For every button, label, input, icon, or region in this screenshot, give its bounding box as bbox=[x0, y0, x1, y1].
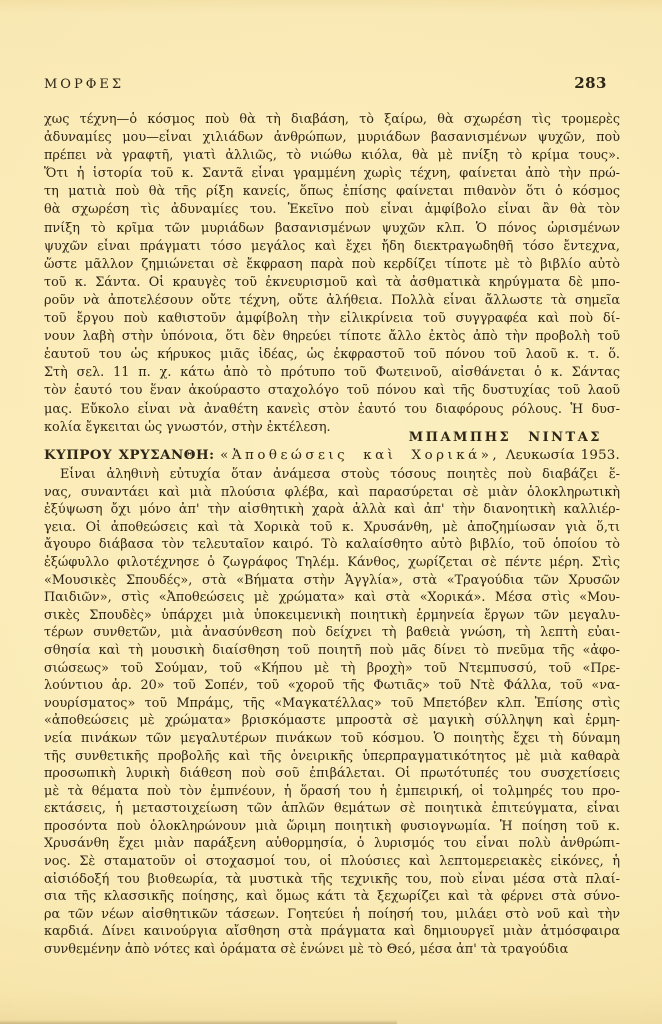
text-line: τοῦ ἔργου ποὺ καθιστοῦν ἀμφίβολη τὴν εἰλικρίνεια τοῦ συγγραφέα καὶ ποὺ δί- bbox=[44, 311, 620, 327]
text-line: ροῦν νὰ ἀποτελέσουν οὔτε τέχνη, οὔτε ἀλήθεια. Πολλὰ εἶναι ἄλλωστε τὰ σημεῖα bbox=[44, 292, 620, 308]
text-line: προσόντα ποὺ ὁλοκληρώνουν μιὰ ὥριμη ποιητικὴ φυσιογνωμία. Ἡ ποίηση τοῦ κ. bbox=[44, 818, 620, 834]
text-line: νεία πινάκων τῶν μεγαλυτέρων πινάκων τοῦ κόσμου. Ὁ ποιητὴς ἔχει τὴ δύναμη bbox=[44, 730, 620, 746]
text-line: νας, συναντάει καὶ μιὰ πλούσια φλέβα, καὶ παρασύρεται σὲ μιὰν ὁλοκληρωτικὴ bbox=[44, 484, 620, 500]
text-line: εκτάσεις, ἡ μεταστοιχείωση τῶν ἁπλῶν θεμάτων σὲ ποιητικὰ ἐπιτεύγματα, εἶναι bbox=[44, 801, 620, 817]
text-line: ὥστε μᾶλλον ζημιώνεται σὲ ἔκφραση παρὰ ποὺ κερδίζει τίποτε μὲ τὸ βιβλίο αὐτὸ bbox=[44, 256, 620, 272]
text-line: θὰ σχωρέση τὶς ἀδυναμίες του. Ἐκεῖνο ποὺ εἶναι ἀμφίβολο εἶναι ἂν θὰ τὸν bbox=[44, 202, 620, 218]
text-line: τη ματιὰ ποὺ θὰ τῆς ρίξη κανείς, ὅπως ἐπίσης φαίνεται πιθανὸν ὅτι ὁ κόσμος bbox=[44, 184, 620, 200]
text-line: τῆς συνθετικῆς προβολῆς καὶ τῆς ὀνειρικῆς ὑπερπραγματικότητος μὲ μιὰ καθαρὰ bbox=[44, 748, 620, 764]
review1-author-signature: ΜΠΑΜΠΗΣ ΝΙΝΤΑΣ bbox=[408, 430, 602, 445]
review2-body bbox=[44, 466, 620, 959]
open-guillemet: « bbox=[220, 448, 232, 463]
text-line: ρα τῶν νέων αἰσθητικῶν τάσεων. Γοητεύει ἡ ποίησή του, μιλάει στὸ νοῦ καὶ τὴν bbox=[44, 906, 620, 922]
text-line: σθησία καὶ τὴ μουσικὴ διαίσθηση τοῦ ποιητῆ ποὺ μᾶς δίνει τὸ πνεῦμα τῆς «ἀφο- bbox=[44, 642, 620, 658]
text-line: μὲ τὰ θέματα ποὺ τὸν ἐμπνέουν, ἡ ὅρασή του ἡ ἐμπειρική, οἱ τολμηρές του προ- bbox=[44, 783, 620, 799]
text-line: Στὴ σελ. 11 π. χ. κάτω ἀπὸ τὸ πρότυπο τοῦ Φωτεινοῦ, αἰσθάνεται ὁ κ. Σάντας bbox=[44, 365, 620, 381]
text-line: ψυχῶν εἶναι πράγματι τόσο μεγάλος καὶ ἔχει ἤδη διεκτραγωδηθῆ τόσο ἔντεχνα, bbox=[44, 238, 620, 254]
text-line: ἑαυτοῦ του ὡς κήρυκος μιᾶς ἰδέας, ὡς ἐκφραστοῦ τοῦ πόνου τοῦ λαοῦ κ. τ. ὅ. bbox=[44, 347, 620, 363]
text-line: Παιδιῶν», στὶς «Ἀποθεώσεις μὲ χρώματα» καὶ στὰ «Χορικά». Μέσα στὶς «Μου- bbox=[44, 590, 620, 606]
text-line: ἐξύψωση ὄχι μόνο ἀπ' τὴν αἰσθητικὴ χαρὰ ἀλλὰ καὶ ἀπ' τὴν διανοητικὴ καλλιέρ- bbox=[44, 502, 620, 518]
text-line: μας. Εὔκολο εἶναι νὰ ἀναθέτη κανεὶς στὸν ἑαυτό του διαφόρους ρόλους. Ἡ δυσ- bbox=[44, 401, 620, 417]
text-line: χως τέχνη—ὁ κόσμος ποὺ θὰ τὴ διαβάση, τὸ ξαίρω, θὰ σχωρέση τὶς τρομερὲς bbox=[44, 112, 620, 127]
review2-heading-imprint: Λευκωσία 1953. bbox=[505, 448, 620, 463]
text-line: νος. Σὲ σταματοῦν οἱ στοχασμοί του, οἱ πλούσιες καὶ λεπτομερειακὲς εἰκόνες, ἡ bbox=[44, 854, 620, 870]
text-line: ἄγουρο διάβασα τὸν τελευταῖον καιρό. Τὸ καλαίσθητο αὐτὸ βιβλίο, τοῦ ὁποίου τὸ bbox=[44, 537, 620, 553]
journal-title: ΜΟΡΦΕΣ bbox=[44, 77, 125, 92]
close-guillemet: », bbox=[480, 448, 501, 463]
text-line: ἐξώφυλλο φιλοτέχνησε ὁ ζωγράφος Τηλέμ. Κάνθος, χωρίζεται σὲ πέντε μέρη. Στὶς bbox=[44, 554, 620, 570]
page-number: 283 bbox=[574, 74, 607, 92]
text-line: ἀδυναμίες μου—εἶναι χιλιάδων ἀνθρώπων, μυριάδων βασανισμένων ψυχῶν, ποὺ bbox=[44, 130, 620, 146]
review2-heading-author: ΚΥΠΡΟΥ ΧΡΥΣΑΝΘΗ: bbox=[44, 447, 215, 463]
text-line: νουρίσματος» τοῦ Μπράμς, τῆς «Μαγκατέλλας» τοῦ Μπετόβεν κλπ. Ἐπίσης στὶς bbox=[44, 695, 620, 711]
text-line: νουν λαβὴ στὴν ὑπόνοια, ὅτι δὲν θηρεύει τίποτε ἄλλο ἐκτὸς ἀπὸ τὴν προβολὴ τοῦ bbox=[44, 329, 620, 345]
text-line: αἰσιόδοξή του βιοθεωρία, τὰ μυστικὰ τῆς τεχνικῆς του, ποὺ εἶναι μέσα στὰ πλαί- bbox=[44, 871, 620, 887]
text-line: προσωπικὴ λυρικὴ διάθεση ποὺ σοῦ ἐπιβάλεται. Οἱ πρωτότυπές του συσχετίσεις bbox=[44, 766, 620, 782]
text-line: κολία ἔγκειται ὡς γνωστόν, στὴν ἐκτέλεση. bbox=[44, 419, 331, 435]
text-line: Χρυσάνθη ἔχει μιὰν παράξενη αὐθορμησία, ὁ λυρισμός του εἶναι πολὺ ἀνθρώπι- bbox=[44, 836, 620, 852]
text-line: καρδιά. Δίνει καινούργια αἴσθηση στὰ πράγματα καὶ δημιουργεῖ μιὰν ἀτμόσφαιρα bbox=[44, 924, 620, 940]
text-line: πνίξη τὸ κρῖμα τῶν μυριάδων βασανισμένων ψυχῶν κλπ. Ὁ πόνος ὡρισμένων bbox=[44, 220, 620, 236]
review1-body bbox=[44, 111, 620, 437]
text-line: Ὅτι ἡ ἱστορία τοῦ κ. Σαντᾶ εἶναι γραμμένη χωρὶς τέχνη, φαίνεται ἀπὸ τὴν πρώ- bbox=[44, 166, 620, 182]
text-line: Εἶναι ἀληθινὴ εὐτυχία ὅταν ἀνάμεσα στοὺς τόσους ποιητὲς ποὺ διαβάζει ἕ- bbox=[60, 467, 620, 482]
running-header bbox=[44, 74, 607, 92]
text-line: σικὲς Σπουδὲς» ὑπάρχει μιὰ ὑποκειμενικὴ ποιητικὴ ἑρμηνεία ἔργων τῶν μεγαλυ- bbox=[44, 607, 620, 623]
book-title: Ἀποθεώσεις καὶ Χορικά bbox=[231, 448, 481, 463]
review2-heading-title bbox=[220, 448, 500, 463]
text-line: πρέπει νὰ γραφτῆ, γιατὶ ἀλλιῶς, τὸ νιώθω κιόλα, θὰ μὲ πνίξη τὸ κρίμα τους». bbox=[44, 148, 620, 164]
review2-heading bbox=[44, 447, 620, 463]
text-line: λούντιου ἀρ. 20» τοῦ Σοπέν, τοῦ «χοροῦ τῆς Φωτιᾶς» τοῦ Ντὲ Φάλλα, τοῦ «να- bbox=[44, 678, 620, 694]
text-line: τέρων συνθετῶν, μιὰ ἀνασύνθεση ποὺ δείχνει τὴ βαθειὰ γνώση, τὴ λεπτὴ εὐαι- bbox=[44, 625, 620, 641]
text-line: γεια. Οἱ ἀποθεώσεις καὶ τὰ Χορικὰ τοῦ κ. Χρυσάνθη, μὲ ἀποζημίωσαν γιὰ ὅ,τι bbox=[44, 519, 620, 535]
text-line: σιώσεως» τοῦ Σούμαν, τοῦ «Κήπου μὲ τὴ βροχὴ» τοῦ Ντεμπυσσύ, τοῦ «Πρε- bbox=[44, 660, 620, 676]
text-line: τοῦ κ. Σάντα. Οἱ κραυγὲς τοῦ ἐκνευρισμοῦ καὶ τὰ ἀσθματικὰ κηρύγματα δὲ μπο- bbox=[44, 274, 620, 290]
text-line: σια τῆς κλασσικῆς ποίησης, καὶ ὅμως κάτι τὰ ξεχωρίζει καὶ τὰ φέρνει στὰ σύνο- bbox=[44, 889, 620, 905]
text-line: τὸν ἑαυτό του ἕναν ἀκούραστο σταχολόγο τοῦ πόνου καὶ τῆς δυστυχίας τοῦ λαοῦ bbox=[44, 383, 620, 399]
text-line: «ἀποθεώσεις μὲ χρώματα» βρισκόμαστε μπροστὰ σὲ μαγικὴ σύλληψη καὶ ἑρμη- bbox=[44, 713, 620, 729]
text-line: «Μουσικὲς Σπουδές», στὰ «Βήματα στὴν Ἀγγλία», στὰ «Τραγούδια τῶν Χρυσῶν bbox=[44, 572, 620, 588]
text-line: συνθεμένην ἀπὸ νότες καὶ ὁράματα σὲ ἑνώνει μὲ τὸ Θεό, μέσα ἀπ' τὰ τραγούδια bbox=[44, 942, 569, 958]
